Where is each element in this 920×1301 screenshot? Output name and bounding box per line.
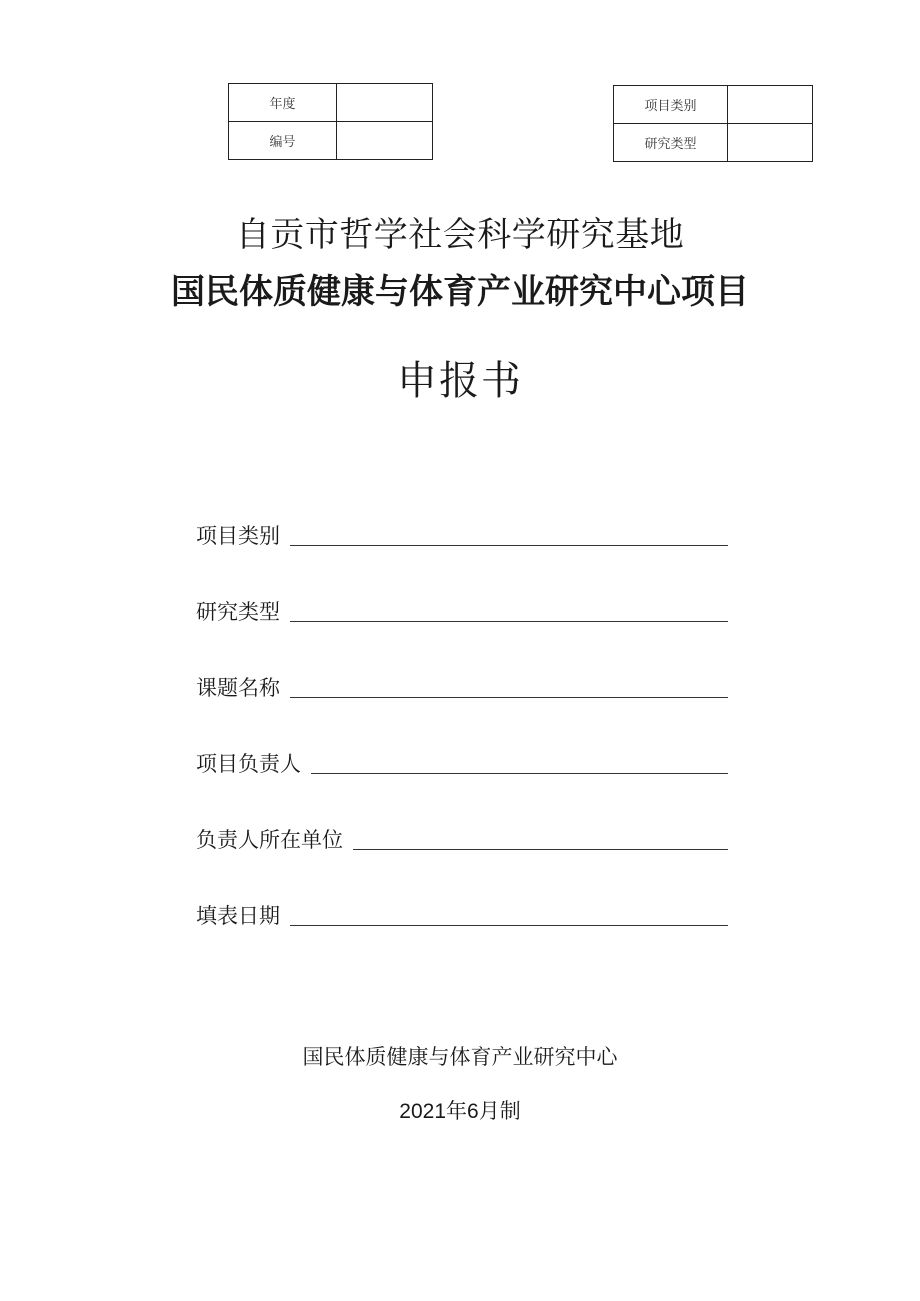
fill-date-field[interactable] [290,897,728,926]
form-row-research-type [196,588,728,628]
topic-name-field[interactable] [290,669,728,698]
form-row-topic-name [196,664,728,704]
project-category-field-label: 项目类别 [196,524,280,548]
fill-date-field-label: 填表日期 [196,904,280,928]
form-row-project-category [196,512,728,552]
project-category-row [614,86,813,124]
application-form [196,512,728,968]
research-type-field[interactable] [290,593,728,622]
project-category-label: 项目类别 [614,86,728,124]
research-type-label: 研究类型 [614,124,728,162]
document-title-line1: 自贡市哲学社会科学研究基地 [235,215,685,255]
number-label: 编号 [229,122,337,160]
leader-unit-field-label: 负责人所在单位 [196,828,343,852]
year-label: 年度 [229,84,337,122]
year-row [229,84,433,122]
research-type-field-label: 研究类型 [196,600,280,624]
category-type-table [613,85,813,162]
year-value-cell[interactable] [337,84,433,122]
number-value-cell[interactable] [337,122,433,160]
footer-organization: 国民体质健康与体育产业研究中心 [302,1045,618,1069]
research-type-row [614,124,813,162]
project-leader-field-label: 项目负责人 [196,752,301,776]
document-title-line3: 申报书 [397,358,523,404]
document-title-line2: 国民体质健康与体育产业研究中心项目 [171,272,749,312]
year-number-table [228,83,433,160]
number-row [229,122,433,160]
form-row-project-leader [196,740,728,780]
project-category-field[interactable] [290,517,728,546]
leader-unit-field[interactable] [353,821,728,850]
footer-date: 2021年6月制 [399,1100,521,1123]
form-row-leader-unit [196,816,728,856]
form-row-fill-date [196,892,728,932]
project-leader-field[interactable] [311,745,728,774]
project-category-value-cell[interactable] [728,86,813,124]
research-type-value-cell[interactable] [728,124,813,162]
topic-name-field-label: 课题名称 [196,676,280,700]
